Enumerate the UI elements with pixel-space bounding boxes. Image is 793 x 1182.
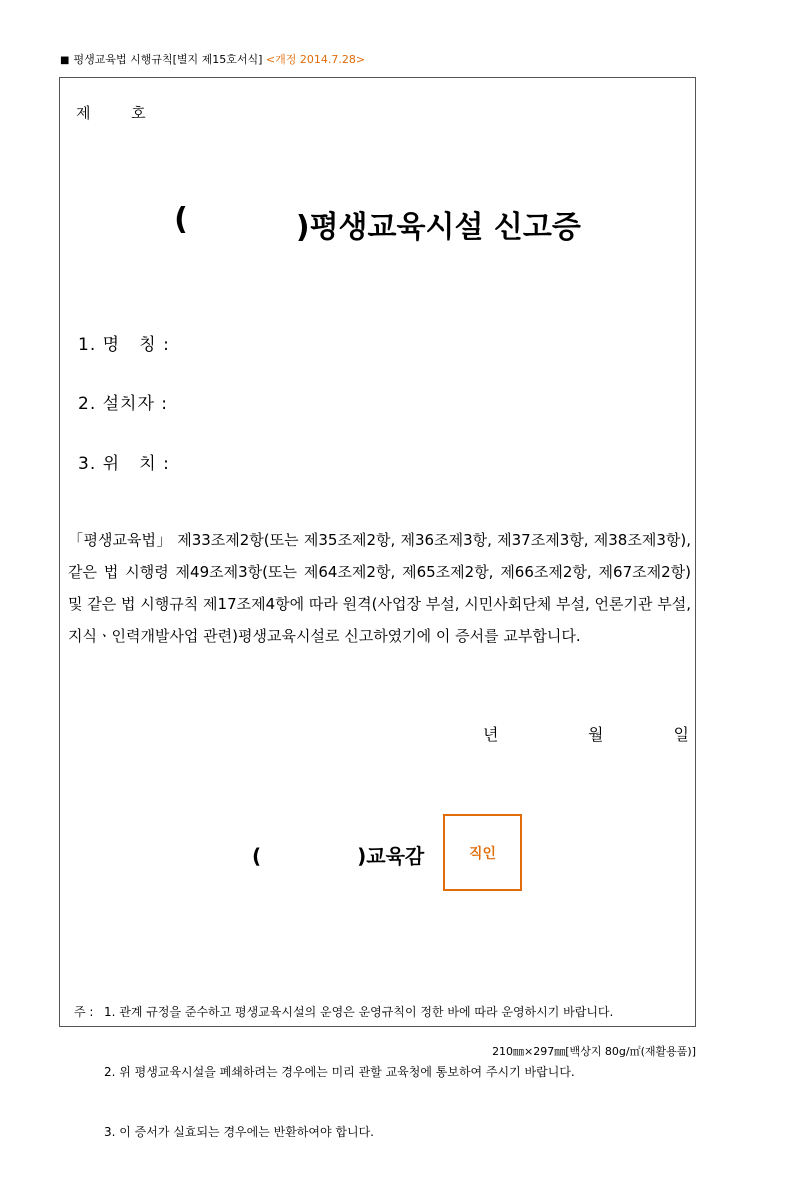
date-year-label: 년	[483, 725, 499, 744]
official-seal-box	[443, 814, 522, 891]
note-item	[74, 1002, 613, 1022]
issuer-title: )교육감	[357, 844, 425, 868]
field-name-label: 1. 명 칭 :	[78, 335, 170, 355]
field-location-label: 3. 위 치 :	[78, 454, 170, 474]
form-reference: 평생교육법 시행규칙[별지 제15호서식]	[73, 53, 263, 66]
title-text: )평생교육시설 신고증	[295, 210, 581, 245]
date-month-label: 월	[588, 725, 604, 744]
official-seal-label: 직인	[468, 845, 497, 862]
note-item	[74, 1122, 613, 1142]
revision-date: <개정 2014.7.28>	[265, 53, 366, 66]
notes-section	[74, 962, 613, 1182]
note-text: 3. 이 증서가 실효되는 경우에는 반환하여야 합니다.	[104, 1125, 374, 1139]
field-founder-label: 2. 설치자 :	[78, 394, 169, 414]
note-item	[74, 1062, 613, 1082]
title-open-paren: (	[174, 202, 188, 237]
note-text: 2. 위 평생교육시설을 폐쇄하려는 경우에는 미리 관할 교육청에 통보하여 주시기 바랍니다.	[104, 1065, 575, 1079]
certificate-title	[60, 202, 695, 246]
note-text: 1. 관계 규정을 준수하고 평생교육시설의 운영은 운영규칙이 정한 바에 따라 운영하시기 바랍니다.	[104, 1005, 614, 1019]
notes-label: 주 :	[74, 1005, 94, 1019]
issuer-signature-line	[252, 840, 424, 869]
paper-specification: 210㎜×297㎜[백상지 80g/㎡(재활용품)]	[492, 1045, 696, 1058]
signature-open-paren: (	[252, 844, 262, 868]
form-header	[60, 51, 365, 67]
document-number-label: 제 호	[76, 104, 146, 122]
certification-statement: 「평생교육법」 제33조제2항(또는 제35조제2항, 제36조제3항, 제37조제3항, 제38조제3항), 같은 법 시행령 제49조제3항(또는 제64조제2항, 제65조제2항, 제66조제2항, 제67조제2항) 및 같은 법 시행규칙 제17조제4항에 따라 원격(사업장 부설, 시민사회단체 부설, 언론기관 부설, 지식ㆍ인력개발사업 관련)평생교육시설로 신고하였기에 이 증서를 교부합니다.	[68, 531, 691, 645]
square-bullet-icon: ■	[60, 55, 70, 66]
date-day-label: 일	[673, 725, 689, 744]
title-blank	[188, 202, 296, 246]
